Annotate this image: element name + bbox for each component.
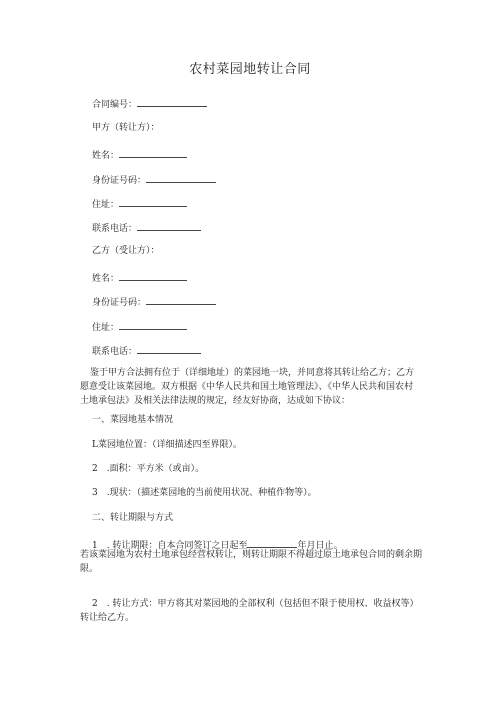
section-2-note bbox=[80, 548, 422, 576]
section-1-item-1: L菜园地位置：（详细描述四至界限）。 bbox=[92, 440, 242, 450]
party-a-address-label: 住址： bbox=[92, 200, 120, 210]
party-b-name-label: 姓名： bbox=[92, 274, 120, 284]
party-a-heading: 甲方（转让方）： bbox=[92, 123, 160, 133]
document-title: 农村菜园地转让合同 bbox=[189, 62, 311, 77]
term-label: 1 . 转让期限：自本合同签订之日起至 bbox=[92, 541, 248, 551]
party-b-id-label: 身份证号码： bbox=[92, 298, 147, 308]
party-a-phone-line bbox=[92, 220, 201, 235]
item-line: 转让给乙方。 bbox=[80, 613, 135, 623]
section-1-item-2: 2 .面积：平方米（或亩）。 bbox=[92, 464, 205, 474]
item-line: 2 . 转让方式：甲方将其对菜园地的全部权利（包括但不限于使用权、收益权等） bbox=[92, 599, 419, 609]
section-1-heading: 一、菜园地基本情况 bbox=[92, 415, 174, 425]
party-b-phone-label: 联系电话： bbox=[92, 347, 138, 357]
section-2-heading: 二、转让期限与方式 bbox=[92, 513, 174, 523]
section-1-item-3: 3 .现状：（描述菜园地的当前使用状况、种植作物等）。 bbox=[92, 488, 317, 498]
party-b-id-blank[interactable] bbox=[146, 294, 216, 305]
term-suffix: 年月日止。 bbox=[297, 541, 343, 551]
party-b-phone-blank[interactable] bbox=[137, 343, 201, 354]
contract-number-label: 合同编号： bbox=[92, 100, 138, 110]
party-b-name-blank[interactable] bbox=[119, 270, 187, 281]
preamble-paragraph bbox=[80, 366, 414, 408]
party-a-id-line bbox=[92, 172, 216, 187]
party-b-phone-line bbox=[92, 343, 201, 358]
party-a-name-label: 姓名： bbox=[92, 151, 120, 161]
contract-number-blank[interactable] bbox=[137, 96, 207, 107]
party-b-address-line bbox=[92, 319, 187, 334]
party-b-address-blank[interactable] bbox=[119, 319, 187, 330]
party-a-phone-label: 联系电话： bbox=[92, 224, 138, 234]
section-2-item-2 bbox=[80, 597, 418, 625]
preamble-line: 愿意受让该菜园地。双方根据《中华人民共和国土地管理法》、《中华人民共和国农村 bbox=[80, 382, 414, 392]
party-a-id-blank[interactable] bbox=[146, 172, 216, 183]
party-a-name-blank[interactable] bbox=[119, 147, 187, 158]
party-b-address-label: 住址： bbox=[92, 323, 120, 333]
party-a-phone-blank[interactable] bbox=[137, 220, 201, 231]
party-b-id-line bbox=[92, 294, 216, 309]
party-a-address-blank[interactable] bbox=[119, 196, 187, 207]
term-end-blank[interactable] bbox=[247, 537, 297, 548]
party-a-address-line bbox=[92, 196, 187, 211]
note-line: 若该菜园地为农村土地承包经营权转让，则转让期限不得超过原土地承包合同的剩余期 bbox=[80, 550, 423, 560]
party-b-name-line bbox=[92, 270, 187, 285]
party-a-id-label: 身份证号码： bbox=[92, 176, 147, 186]
contract-number-line bbox=[92, 96, 207, 111]
party-a-name-line bbox=[92, 147, 187, 162]
preamble-line: 鉴于甲方合法拥有位于（详细地址）的菜园地一块，并同意将其转让给乙方；乙方 bbox=[90, 368, 415, 378]
note-line: 限。 bbox=[80, 564, 99, 574]
preamble-line: 土地承包法》及相关法律法规的规定，经友好协商，达成如下协议： bbox=[80, 396, 351, 406]
party-b-heading: 乙方（受让方）： bbox=[92, 246, 160, 256]
